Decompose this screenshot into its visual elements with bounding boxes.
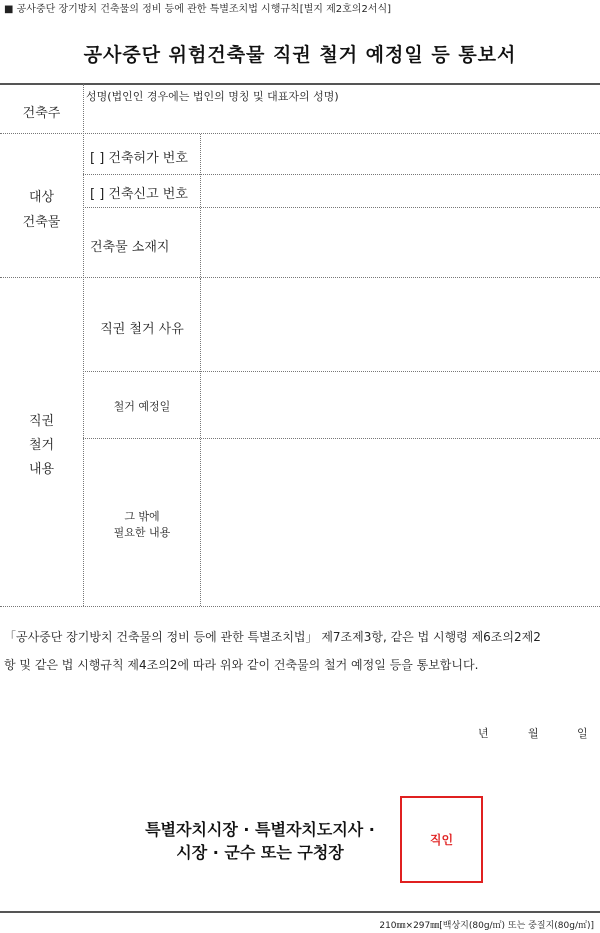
report-number-field[interactable] (201, 175, 599, 206)
building-row-divider (0, 277, 600, 278)
demolition-reason-field[interactable] (201, 279, 599, 370)
owner-name-field[interactable] (84, 100, 599, 132)
owner-name-hint: 성명(법인인 경우에는 법인의 명칭 및 대표자의 성명) (86, 90, 339, 103)
scheduled-date-label: 철거 예정일 (113, 400, 171, 413)
official-seal-label: 직인 (429, 833, 454, 847)
permit-number-checkbox-label[interactable]: [ ] 건축허가 번호 (90, 151, 188, 166)
location-field[interactable] (201, 208, 599, 276)
notice-text-line2: 항 및 같은 법 시행규칙 제4조의2에 따라 위와 같이 건축물의 철거 예정일 등을 통보합니다. (4, 658, 479, 672)
scheduled-date-field[interactable] (201, 372, 599, 437)
date-day: 일 (577, 727, 588, 740)
form-reference-note: ■ 공사중단 장기방치 건축물의 정비 등에 관한 특별조치법 시행규칙[별지 제2호의2서식] (4, 4, 392, 15)
notice-text-line1: 「공사중단 장기방치 건축물의 정비 등에 관한 특별조치법」 제7조제3항, 같은 법 시행령 제6조의2제2 (4, 630, 541, 644)
demolition-label-line2: 철거 (28, 438, 55, 453)
other-info-label-line2: 필요한 내용 (113, 526, 171, 539)
demolition-reason-label: 직권 철거 사유 (100, 322, 184, 337)
other-info-label-line1: 그 밖에 (124, 510, 160, 523)
demolition-label-line1: 직권 (28, 414, 55, 429)
authority-line1: 특별자치시장 · 특별자치도지사 · (145, 820, 375, 839)
table-top-border (0, 83, 600, 85)
owner-row-divider (0, 133, 600, 134)
demolition-label-line3: 내용 (28, 462, 55, 477)
permit-number-field[interactable] (201, 135, 599, 173)
location-label: 건축물 소재지 (90, 240, 170, 255)
authority-line2: 시장 · 군수 또는 구청장 (176, 843, 344, 862)
building-label-line2: 건축물 (22, 215, 61, 230)
document-title: 공사중단 위험건축물 직권 철거 예정일 등 통보서 (83, 44, 517, 66)
report-number-checkbox-label[interactable]: [ ] 건축신고 번호 (90, 187, 188, 202)
paper-spec-note: 210㎜×297㎜[백상지(80g/㎡) 또는 중질지(80g/㎡)] (379, 921, 594, 931)
owner-label: 건축주 (22, 106, 61, 121)
date-month: 월 (528, 727, 539, 740)
table-bottom-border (0, 606, 600, 607)
official-seal-box (400, 796, 483, 883)
building-label-line1: 대상 (28, 190, 55, 205)
other-info-field[interactable] (201, 439, 599, 605)
date-year: 년 (478, 727, 489, 740)
footer-border (0, 911, 600, 913)
